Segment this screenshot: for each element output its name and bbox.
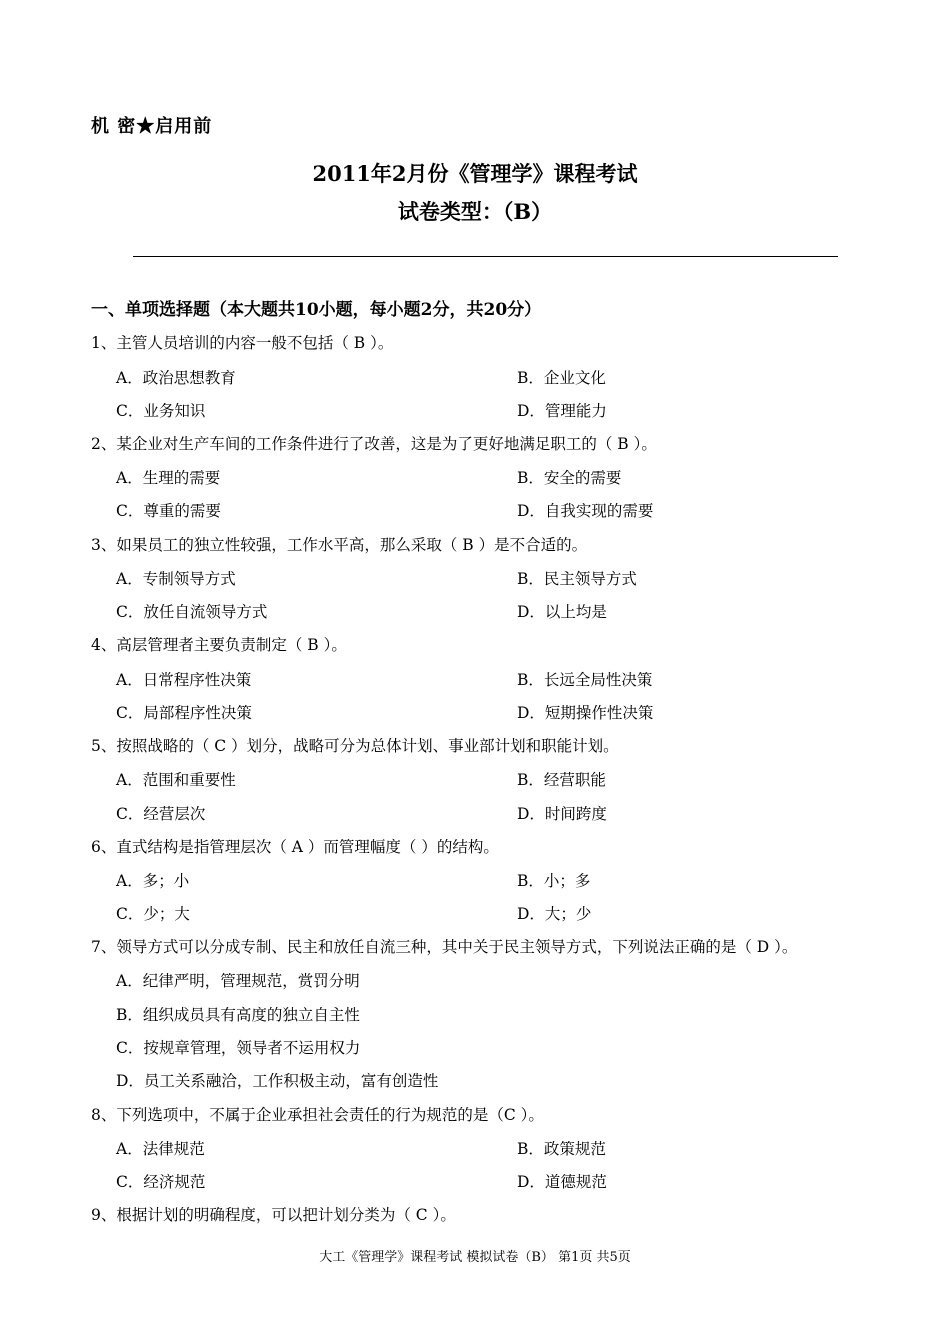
option-c: C．经营层次 (116, 805, 206, 823)
question-9: 9、根据计划的明确程度，可以把计划分类为（ C ）。 (91, 1206, 456, 1224)
option-b: B．经营职能 (517, 771, 606, 789)
option-a: A．纪律严明，管理规范，赏罚分明 (116, 972, 360, 990)
option-b: B．企业文化 (517, 369, 606, 387)
page-footer: 大工《管理学》课程考试 模拟试卷（B） 第1页 共5页 (319, 1250, 631, 1265)
option-a: A．生理的需要 (116, 469, 221, 487)
option-a: A．多；小 (116, 872, 190, 890)
exam-title: 2011年2月份《管理学》课程考试 (312, 161, 638, 186)
option-b: B．政策规范 (517, 1140, 606, 1158)
option-d: D．管理能力 (517, 402, 607, 420)
option-a: A．法律规范 (116, 1140, 205, 1158)
option-d: D．员工关系融洽，工作积极主动，富有创造性 (116, 1072, 439, 1090)
option-c: C．业务知识 (116, 402, 206, 420)
option-a: A．日常程序性决策 (116, 671, 252, 689)
question-6: 6、直式结构是指管理层次（ A ）而管理幅度（ ）的结构。 (91, 838, 499, 856)
question-4: 4、高层管理者主要负责制定（ B ）。 (91, 636, 347, 654)
question-3: 3、如果员工的独立性较强，工作水平高，那么采取（ B ）是不合适的。 (91, 536, 588, 554)
option-d: D．大；少 (517, 905, 592, 923)
question-2: 2、某企业对生产车间的工作条件进行了改善，这是为了更好地满足职工的（ B ）。 (91, 435, 657, 453)
option-b: B．长远全局性决策 (517, 671, 653, 689)
option-a: A．政治思想教育 (116, 369, 236, 387)
question-5: 5、按照战略的（ C ）划分，战略可分为总体计划、事业部计划和职能计划。 (91, 737, 619, 755)
question-8: 8、下列选项中，不属于企业承担社会责任的行为规范的是（C ）。 (91, 1106, 544, 1124)
option-b: B．安全的需要 (517, 469, 622, 487)
option-d: D．以上均是 (517, 603, 607, 621)
option-d: D．自我实现的需要 (517, 502, 654, 520)
option-a: A．范围和重要性 (116, 771, 236, 789)
option-c: C．按规章管理，领导者不运用权力 (116, 1039, 361, 1057)
divider-line (133, 256, 838, 257)
paper-type: 试卷类型：（B） (397, 199, 553, 224)
option-c: C．经济规范 (116, 1173, 206, 1191)
option-b: B．小；多 (517, 872, 591, 890)
question-7: 7、领导方式可以分成专制、民主和放任自流三种，其中关于民主领导方式，下列说法正确的是（ D ）。 (91, 938, 798, 956)
confidential-label: 机 密★启用前 (91, 116, 213, 137)
option-c: C．放任自流领导方式 (116, 603, 268, 621)
option-b: B．民主领导方式 (517, 570, 637, 588)
question-1: 1、主管人员培训的内容一般不包括（ B ）。 (91, 334, 394, 352)
option-c: C．少；大 (116, 905, 190, 923)
option-a: A．专制领导方式 (116, 570, 236, 588)
section-heading: 一、单项选择题（本大题共10小题，每小题2分，共20分） (91, 300, 542, 320)
option-d: D．时间跨度 (517, 805, 607, 823)
option-c: C．局部程序性决策 (116, 704, 252, 722)
option-d: D．道德规范 (517, 1173, 607, 1191)
option-c: C．尊重的需要 (116, 502, 221, 520)
option-b: B．组织成员具有高度的独立自主性 (116, 1006, 360, 1024)
option-d: D．短期操作性决策 (517, 704, 654, 722)
